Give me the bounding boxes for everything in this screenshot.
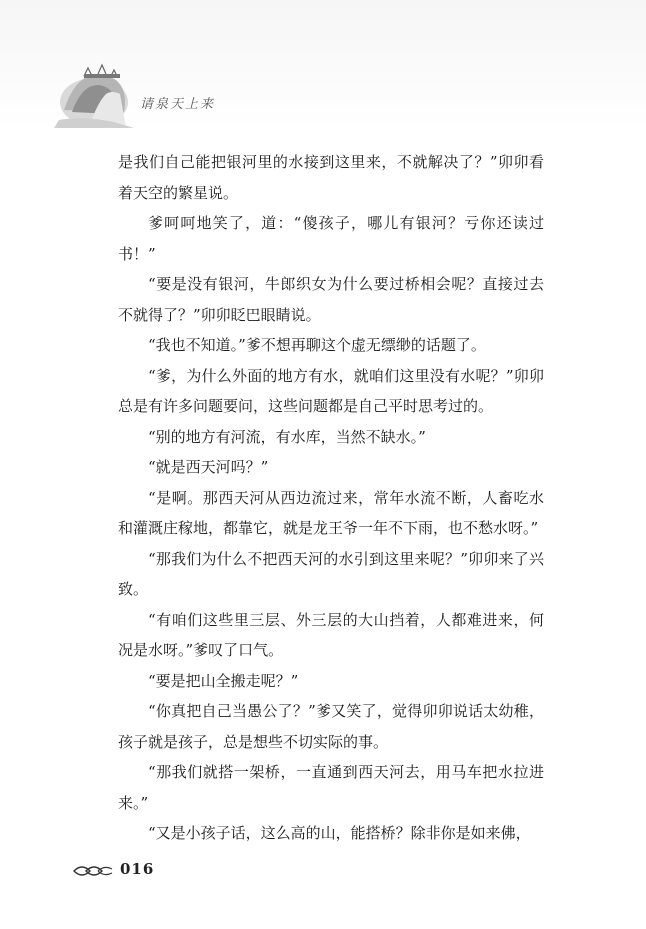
- paragraph: “那我们就搭一架桥，一直通到西天河去，用马车把水拉进来。”: [118, 763, 544, 812]
- paragraph: “要是没有银河，牛郎织女为什么要过桥相会呢？直接过去不就得了？”卯卯眨巴眼睛说。: [118, 275, 544, 324]
- paragraph: “是啊。那西天河从西边流过来，常年水流不断，人畜吃水和灌溉庄稼地，都靠它，就是龙王爷一年不下雨，也不愁水呀。”: [118, 488, 544, 537]
- body-text: [118, 147, 544, 849]
- paragraph: 是我们自己能把银河里的水接到这里来，不就解决了？”卯卯看着天空的繁星说。: [118, 153, 544, 202]
- paragraph: “那我们为什么不把西天河的水引到这里来呢？”卯卯来了兴致。: [118, 549, 544, 598]
- running-title: 请泉天上来: [140, 97, 216, 112]
- paragraph: “爹，为什么外面的地方有水，就咱们这里没有水呢？”卯卯总是有许多问题要问，这些问题都是自己平时思考过的。: [118, 366, 544, 415]
- paragraph: 爹呵呵地笑了，道：“傻孩子，哪儿有银河？亏你还读过书！”: [118, 214, 544, 263]
- page-number: 016: [120, 860, 155, 878]
- paragraph: “有咱们这些里三层、外三层的大山挡着，人都难进来，何况是水呀。”爹叹了口气。: [118, 610, 544, 659]
- mountain-wall-illustration-icon: [54, 50, 144, 130]
- paragraph: “你真把自己当愚公了？”爹又笑了，觉得卯卯说话太幼稚，孩子就是孩子，总是想些不切实际的事。: [118, 702, 544, 751]
- paragraph: “就是西天河吗？”: [148, 458, 269, 476]
- leaf-ornament-icon: [72, 861, 116, 881]
- paragraph: “我也不知道。”爹不想再聊这个虚无缥缈的话题了。: [148, 336, 486, 354]
- page-footer: [72, 858, 272, 884]
- paragraph: “又是小孩子话，这么高的山，能搭桥？除非你是如来佛，: [148, 824, 531, 842]
- paragraph: “要是把山全搬走呢？”: [148, 671, 299, 690]
- page-header: [0, 0, 646, 140]
- paragraph: “别的地方有河流，有水库，当然不缺水。”: [148, 427, 426, 446]
